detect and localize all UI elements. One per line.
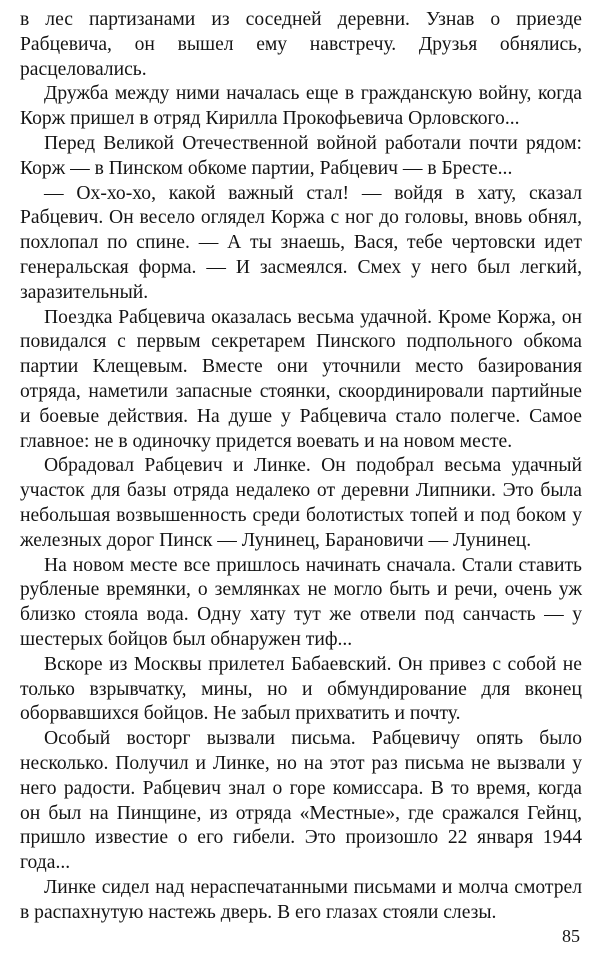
paragraph-continued: в лес партизанами из соседней деревни. Узнав о приезде Рабцевича, он вышел ему навстречу. Друзья обнялись, расцеловались.	[20, 9, 582, 80]
paragraph: Перед Великой Отечественной войной работали почти рядом: Корж — в Пинском обкоме партии, Рабцевич — в Бресте...	[20, 132, 582, 179]
paragraph: На новом месте все пришлось начинать сначала. Стали ставить рубленые времянки, о землянках не могло быть и речи, очень уж близко стояла вода. Одну хату тут же отвели под санчасть — у шестерых бойцов был обнаружен тиф...	[20, 554, 582, 650]
paragraph-dialogue: — Ох-хо-хо, какой важный стал! — войдя в хату, сказал Рабцевич. Он весело оглядел Коржа с ног до головы, вновь обнял, похлопал по спине. — А ты знаешь, Вася, тебе чертовски идет генеральская форма. — И засмеялся. Смех у него был легкий, заразительный.	[20, 182, 582, 303]
paragraph: Дружба между ними началась еще в гражданскую войну, когда Корж пришел в отряд Кирилла Прокофьевича Орловского...	[20, 83, 582, 130]
paragraph: Обрадовал Рабцевич и Линке. Он подобрал весьма удачный участок для базы отряда недалеко от деревни Липники. Это была небольшая возвышенность среди болотистых топей и под боком у железных дорог Пинск — Лунинец, Барановичи — Лунинец.	[20, 455, 582, 551]
paragraph: Поездка Рабцевича оказалась весьма удачной. Кроме Коржа, он повидался с первым секретарем Пинского подпольного обкома партии Клещевым. Вместе они уточнили место базирования отряда, наметили запасные стоянки, скоординировали партийные и боевые действия. На душе у Рабцевича стало полегче. Самое главное: не в одиночку придется воевать и на новом месте.	[20, 306, 582, 452]
paragraph: Линке сидел над нераспечатанными письмами и молча смотрел в распахнутую настежь дверь. В его глазах стояли слезы.	[20, 876, 582, 923]
book-page	[20, 8, 582, 958]
paragraph: Вскоре из Москвы прилетел Бабаевский. Он привез с собой не только взрывчатку, мины, но и обмундирование для вконец оборвавшихся бойцов. Не забыл прихватить и почту.	[20, 653, 582, 725]
page-number: 85	[562, 926, 580, 946]
paragraph: Особый восторг вызвали письма. Рабцевичу опять было несколько. Получил и Линке, но на этот раз письма не вызвали у него радости. Рабцевич знал о горе комиссара. В то время, когда он был на Пинщине, из отряда «Местные», где сражался Гейнц, пришло известие о его гибели. Это произошло 22 января 1944 года...	[20, 728, 582, 874]
